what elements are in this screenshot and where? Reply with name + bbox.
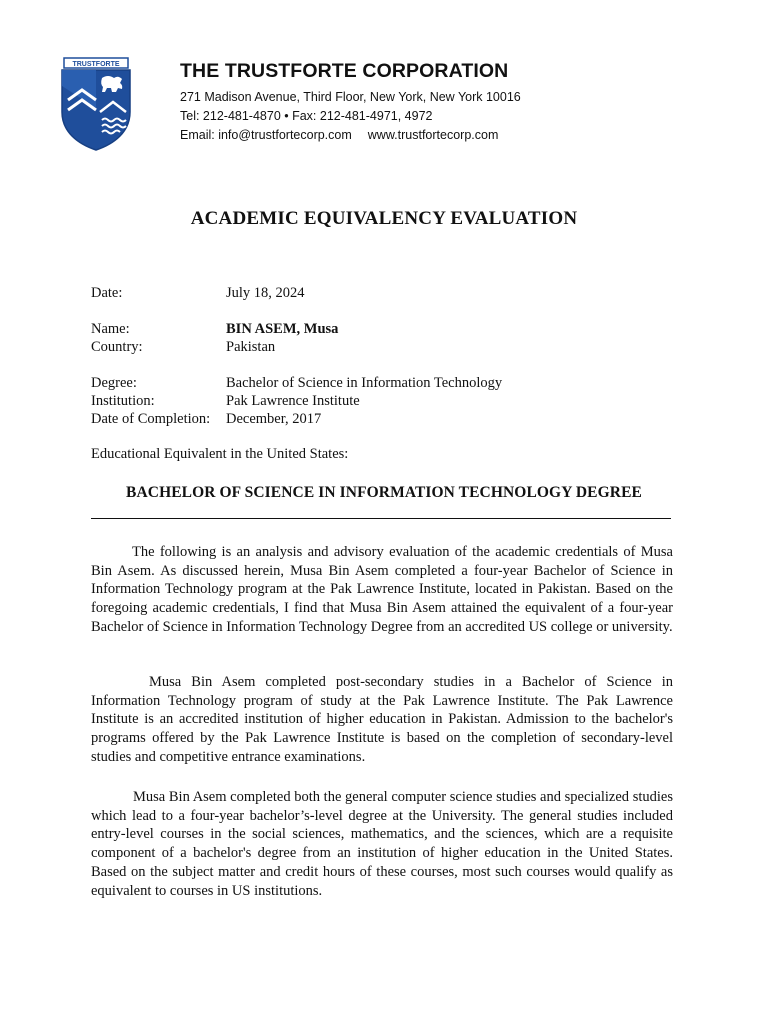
- field-degree-value: Bachelor of Science in Information Technology: [226, 375, 503, 391]
- equivalent-intro: Educational Equivalent in the United States:: [91, 446, 349, 462]
- logo-banner-text: TRUSTFORTE: [72, 61, 120, 68]
- field-name-label: Name:: [91, 321, 130, 337]
- paragraph-2: Musa Bin Asem completed post-secondary studies in a Bachelor of Science in Information Technology program of study at the Pak Lawrence Institute. The Pak Lawrence Institute is an accredited institution of higher education in Pakistan. Admission to the bachelor's programs offered by the Pak Lawrence Institute is based on the completion of secondary-level studies and competitive entrance examinations.: [91, 674, 673, 765]
- equivalent-degree: BACHELOR OF SCIENCE IN INFORMATION TECHNOLOGY DEGREE: [126, 484, 642, 501]
- paragraph-3: Musa Bin Asem completed both the general computer science studies and specialized studies which lead to a four-year bachelor’s-level degree at the University. The general studies included entry-level courses in the social sciences, mathematics, and the sciences, which are a requisite component of a bachelor's degree from an institution of higher education in the United States. Based on the subject matter and credit hours of these courses, most such courses would qualify as equivalent to courses in US institutions.: [91, 789, 673, 899]
- field-degree: [91, 374, 502, 392]
- field-completion: [91, 410, 321, 428]
- paragraph-1: The following is an analysis and advisory evaluation of the academic credentials of Musa Bin Asem. As discussed herein, Musa Bin Asem completed a four-year Bachelor of Science in Information Technology program at the Pak Lawrence Institute, located in Pakistan. Based on the foregoing academic credentials, I find that Musa Bin Asem attained the equivalent of a four-year Bachelor of Science in Information Technology Degree from an accredited US college or university.: [91, 544, 673, 635]
- field-institution: [91, 392, 360, 410]
- field-degree-label: Degree:: [91, 375, 137, 391]
- field-completion-value: December, 2017: [226, 411, 322, 427]
- field-country: [91, 338, 275, 356]
- field-date: [91, 284, 305, 302]
- trustforte-shield-logo: [56, 56, 136, 152]
- company-info: [180, 60, 521, 145]
- field-country-value: Pakistan: [226, 339, 276, 355]
- divider-rule: [91, 518, 671, 519]
- field-institution-label: Institution:: [91, 393, 155, 409]
- field-completion-label: Date of Completion:: [91, 411, 211, 427]
- letterhead: [56, 56, 556, 152]
- field-name-value: BIN ASEM, Musa: [226, 321, 339, 337]
- company-website: www.trustfortecorp.com: [367, 128, 499, 142]
- field-date-label: Date:: [91, 285, 123, 301]
- company-email: Email: info@trustfortecorp.com: [180, 128, 352, 142]
- field-country-label: Country:: [91, 339, 143, 355]
- company-phone-fax: Tel: 212-481-4870 • Fax: 212-481-4971, 4972: [180, 109, 433, 123]
- field-date-value: July 18, 2024: [226, 285, 305, 301]
- field-name: [91, 320, 338, 338]
- company-address: 271 Madison Avenue, Third Floor, New York, New York 10016: [180, 90, 521, 104]
- company-contact: [180, 126, 521, 145]
- field-institution-value: Pak Lawrence Institute: [226, 393, 360, 409]
- company-name: THE TRUSTFORTE CORPORATION: [180, 60, 509, 82]
- document-title: ACADEMIC EQUIVALENCY EVALUATION: [190, 208, 578, 229]
